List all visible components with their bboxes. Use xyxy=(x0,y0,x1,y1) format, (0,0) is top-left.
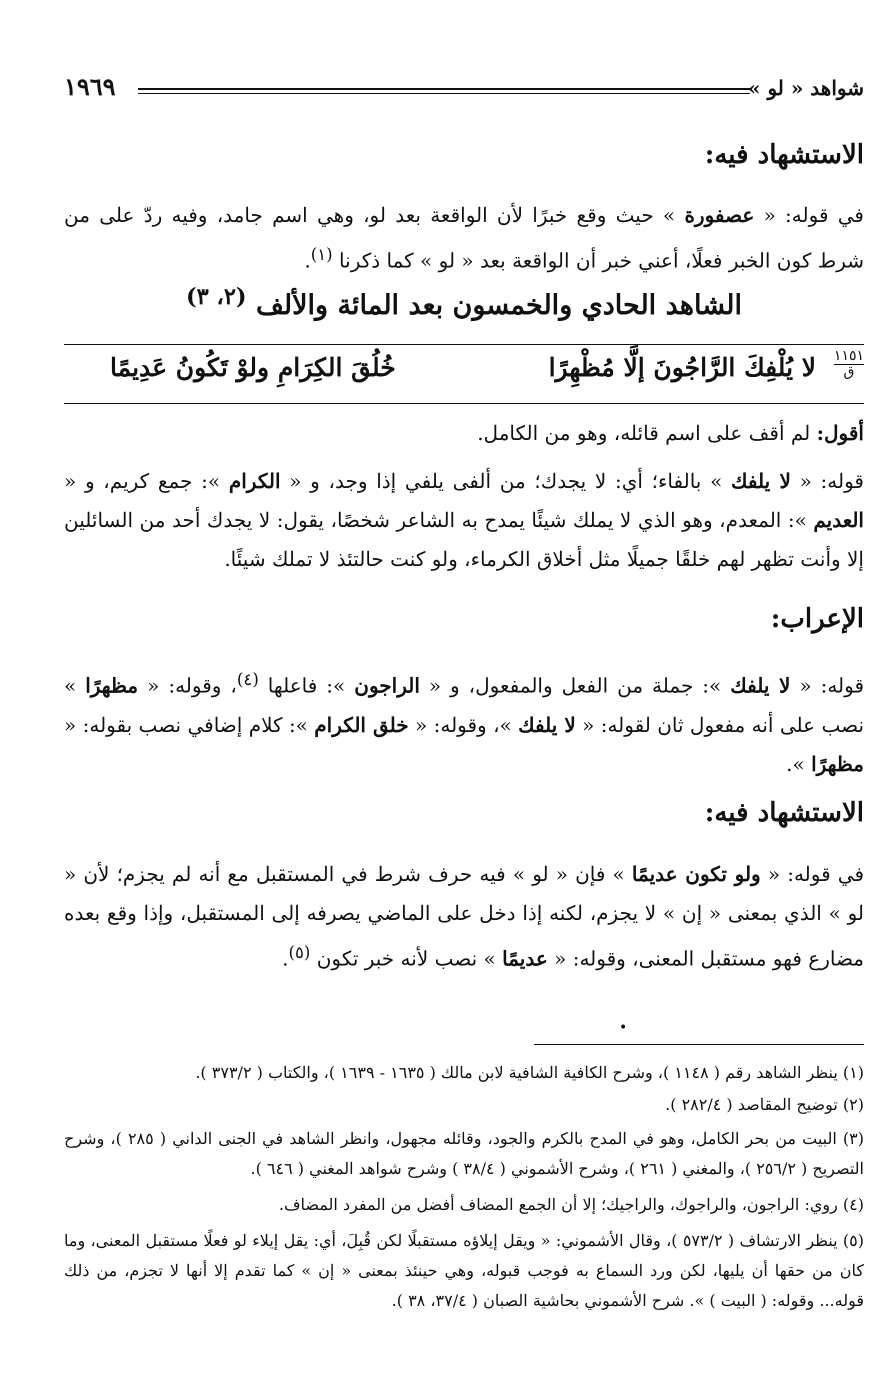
footnote-separator xyxy=(534,1044,864,1045)
footnote-4: (٤) روي: الراجون، والراجوك، والراجيك؛ إلا أن الجمع المضاف أفضل من المفرد المضاف. xyxy=(278,1195,864,1214)
verse-second-hemistich: خُلُقَ الكِرَامِ ولوْ تَكُونُ عَدِيمًا xyxy=(110,353,396,382)
page-header xyxy=(64,72,864,106)
footnote-5: (٥) ينظر الارتشاف ( ٥٧٣/٢ )، وقال الأشموني: « ويقل إيلاؤه مستقبلًا لكن قُبِلَ، أي: يقل إيلاء لو فعلًا مستقبل المعنى، وما كان من حقها أن يليها، لكن ورد السماع به فوجب قبوله، وهي حينئذ بمعنى « إن » كما تقدم إلا أنها لا تجزم، من ذلك قوله... وقوله: ( البيت ) ». شرح الأشموني بحاشية الصبان ( ٣٧/٤، ٣٨ ). xyxy=(64,1231,865,1310)
shahid-heading: الشاهد الحادي والخمسون بعد المائة والألف $^{(٢، ٣)}$ xyxy=(185,284,743,321)
paragraph-aqul: أقول: لم أقف على اسم قائله، وهو من الكامل. xyxy=(477,421,864,445)
margin-dot: • xyxy=(619,1020,628,1036)
book-page xyxy=(64,0,864,1389)
verse-number xyxy=(834,349,864,380)
paragraph-explanation: قوله: « لا يلفك » بالفاء؛ أي: لا يجدك؛ من ألفى يلفي إذا وجد، و « الكرام »: جمع كريم، و « العديم »: المعدم، وهو الذي لا يملك شيئًا يمدح به الشاعر شخصًا، يقول: لا يجدك أحد من السائلين إلا وأنت تظهر لهم خلقًا جميلًا مثل أخلاق الكرماء، ولو كنت حالتئذ لا تملك شيئًا. xyxy=(64,469,864,571)
section-heading-istishhad-2: الاستشهاد فيه: xyxy=(704,798,864,828)
verse-meter-mark: ق xyxy=(834,364,864,380)
paragraph-istishhad-1: في قوله: « عصفورة » حيث وقع خبرًا لأن الواقعة بعد لو، وهي اسم جامد، وفيه ردّ على من شرط كون الخبر فعلًا، أعني خبر أن الواقعة بعد « لو » كما ذكرنا $^{(١)}$. xyxy=(64,203,864,273)
header-rule xyxy=(138,88,750,94)
verse-first-hemistich: لا يُلْفِكَ الرَّاجُونَ إلَّا مُظْهِرًا xyxy=(548,353,816,382)
verse-box xyxy=(64,344,864,404)
verse-number-value: ١١٥١ xyxy=(833,348,864,364)
paragraph-irab: قوله: « لا يلفك »: جملة من الفعل والمفعول، و « الراجون »: فاعلها $^{(٤)}$، وقوله: « مظهرًا » نصب على أنه مفعول ثان لقوله: « لا يلفك »، وقوله: « خلق الكرام »: كلام إضافي نصب بقوله: « مظهرًا ». xyxy=(64,670,865,776)
footnote-2: (٢) توضيح المقاصد ( ٢٨٢/٤ ). xyxy=(665,1095,864,1114)
footnote-3: (٣) البيت من بحر الكامل، وهو في المدح بالكرم والجود، وقائله مجهول، وانظر الشاهد في الجنى الداني ( ٢٨٥ )، وشرح التصريح ( ٢٥٦/٢ )، والمغني ( ٢٦١ )، وشرح الأشموني ( ٣٨/٤ ) وشرح شواهد المغني ( ٦٤٦ ). xyxy=(64,1129,864,1178)
paragraph-istishhad-2: في قوله: « ولو تكون عديمًا » فإن « لو » فيه حرف شرط في المستقبل مع أنه لم يجزم؛ لأن « لو » الذي بمعنى « إن » لا يجزم، لكنه إذا دخل على الماضي يصرفه إلى المستقبل، وإذا وقع بعده مضارع فهو مستقبل المعنى، وقوله: « عديمًا » نصب لأنه خبر تكون $^{(٥)}$. xyxy=(64,862,864,971)
section-heading-istishhad-1: الاستشهاد فيه: xyxy=(704,140,864,170)
section-heading-irab: الإعراب: xyxy=(770,604,864,634)
footnote-1: (١) ينظر الشاهد رقم ( ١١٤٨ )، وشرح الكافية الشافية لابن مالك ( ١٦٣٥ - ١٦٣٩ )، والكتاب ( ٣٧٣/٢ ). xyxy=(195,1063,864,1082)
running-title: شواهد « لو » xyxy=(747,76,864,100)
page-number: ١٩٦٩ xyxy=(64,72,116,101)
